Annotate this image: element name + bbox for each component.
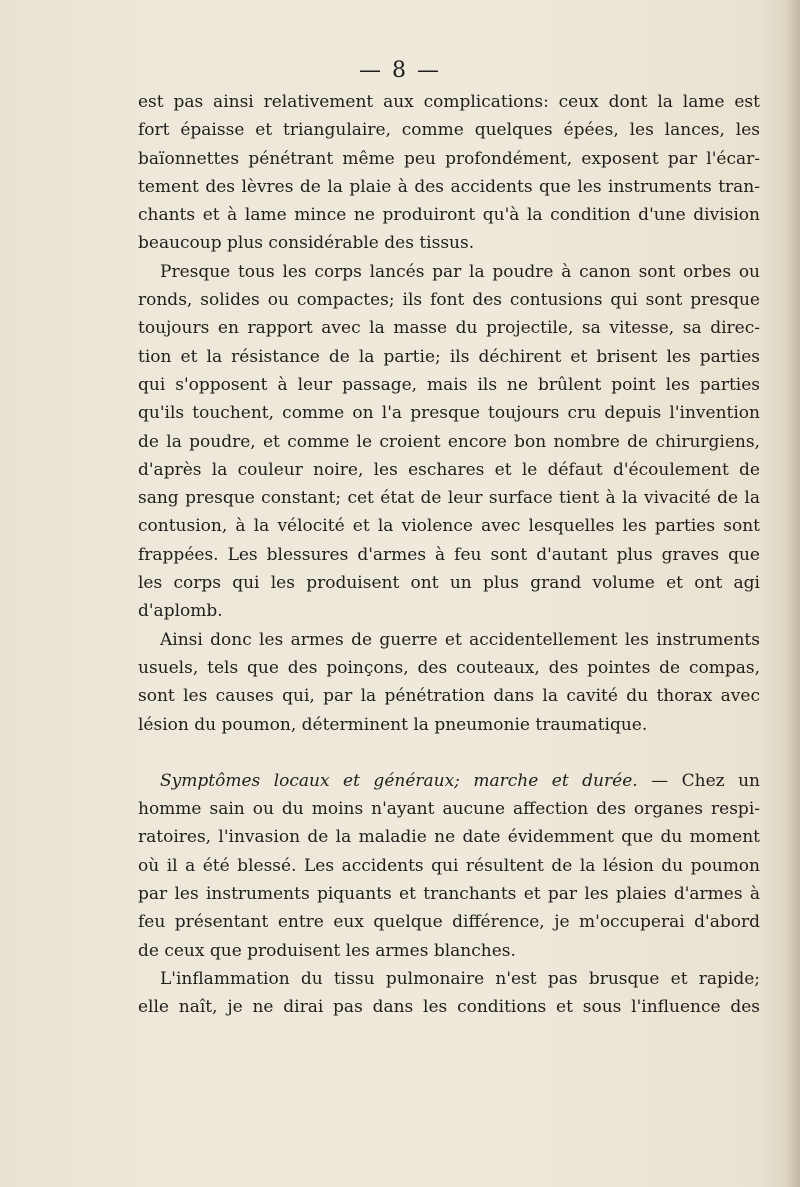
paragraph — [138, 965, 760, 1022]
text-line: les corps qui les produisent ont un plus grand volume et ont agi — [138, 573, 760, 594]
text-line: feu présentant entre eux quelque différence, je m'occuperai d'abord — [138, 912, 760, 933]
text-line: Presque tous les corps lancés par la poudre à canon sont orbes ou — [160, 261, 760, 282]
text-line: de la poudre, et comme le croient encore bon nombre de chirurgiens, — [138, 431, 760, 452]
text-line: d'après la couleur noire, les eschares et le défaut d'écoulement de — [138, 459, 760, 480]
text-line: ronds, solides ou compactes; ils font des contusions qui sont presque — [138, 290, 760, 311]
text-line: toujours en rapport avec la masse du projectile, sa vitesse, sa direc- — [138, 318, 760, 339]
paragraph — [138, 767, 760, 965]
text-line: ratoires, l'invasion de la maladie ne date évidemment que du moment — [138, 827, 760, 848]
text-line: tion et la résistance de la partie; ils déchirent et brisent les parties — [138, 346, 760, 367]
text-line: L'inflammation du tissu pulmonaire n'est pas brusque et rapide; — [160, 968, 760, 989]
paragraph — [138, 626, 760, 739]
page-edge-shadow — [786, 0, 800, 1187]
text-line: sont les causes qui, par la pénétration dans la cavité du thorax avec — [138, 686, 760, 707]
text-line: frappées. Les blessures d'armes à feu sont d'autant plus graves que — [138, 544, 760, 565]
text-line: d'aplomb. — [138, 601, 223, 622]
page-number: — 8 — — [359, 58, 441, 83]
text-line: chants et à lame mince ne produiront qu'à la condition d'une division — [138, 205, 760, 226]
page-text — [138, 88, 760, 1022]
text-line: beaucoup plus considérable des tissus. — [138, 233, 475, 254]
text-line: homme sain ou du moins n'ayant aucune affection des organes respi- — [138, 799, 760, 820]
text-line: contusion, à la vélocité et la violence avec lesquelles les parties sont — [138, 516, 760, 537]
section-heading-line — [138, 767, 760, 795]
text-line: de ceux que produisent les armes blanches. — [138, 940, 516, 961]
heading-continuation: — Chez un — [637, 770, 760, 791]
text-line: est pas ainsi relativement aux complications: ceux dont la lame est — [138, 92, 760, 112]
text-line: tement des lèvres de la plaie à des accidents que les instruments tran- — [138, 176, 760, 197]
paragraph — [138, 88, 760, 258]
section-heading: Symptômes locaux et généraux; marche et durée. — [160, 770, 638, 791]
text-line: fort épaisse et triangulaire, comme quelques épées, les lances, les — [138, 120, 760, 141]
text-line: par les instruments piquants et tranchants et par les plaies d'armes à — [138, 884, 760, 905]
text-line: qu'ils touchent, comme on l'a presque toujours cru depuis l'invention — [138, 403, 760, 424]
text-line: Ainsi donc les armes de guerre et accidentellement les instruments — [160, 629, 760, 650]
text-line: usuels, tels que des poinçons, des couteaux, des pointes de compas, — [138, 657, 760, 678]
section-spacer — [138, 739, 760, 767]
text-line: lésion du poumon, déterminent la pneumonie traumatique. — [138, 714, 648, 735]
text-line: baïonnettes pénétrant même peu profondément, exposent par l'écar- — [138, 148, 760, 169]
text-line: où il a été blessé. Les accidents qui résultent de la lésion du poumon — [138, 855, 760, 876]
text-line: sang presque constant; cet état de leur surface tient à la vivacité de la — [138, 488, 760, 509]
text-line: qui s'opposent à leur passage, mais ils ne brûlent point les parties — [138, 374, 760, 395]
paragraph — [138, 258, 760, 626]
text-line: elle naît, je ne dirai pas dans les conditions et sous l'influence des — [138, 997, 760, 1018]
